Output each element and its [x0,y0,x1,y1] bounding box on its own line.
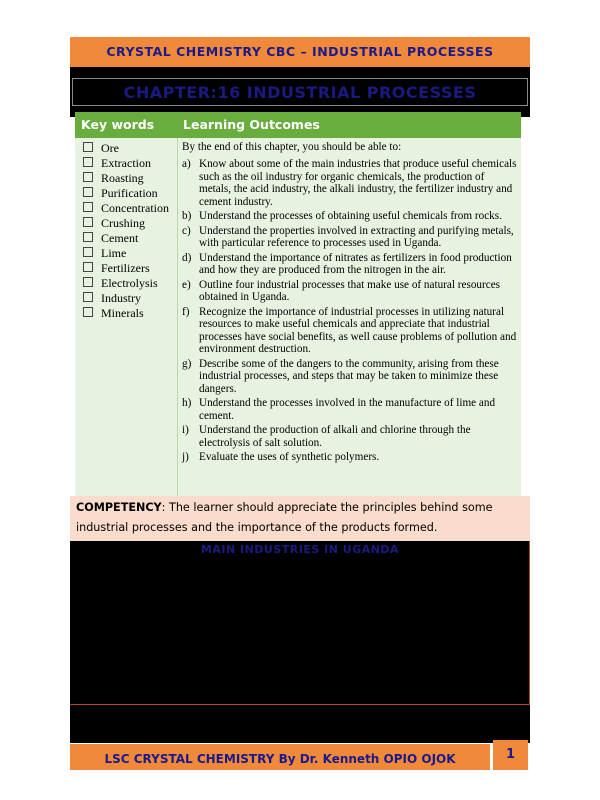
outcome-letter: a) [182,158,191,170]
learning-outcomes [182,141,518,466]
learning-outcomes-list [182,158,518,464]
outcome-letter: c) [182,224,191,237]
checkbox-icon [83,262,93,272]
outcome-letter: j) [182,451,189,464]
key-word-item [83,291,169,306]
key-word-item [83,261,169,276]
outcome-letter: d) [182,251,192,264]
key-word-item [83,276,169,291]
outcome-letter: f) [182,305,190,318]
checkbox-icon [83,277,93,287]
page-footer: LSC CRYSTAL CHEMISTRY By Dr. Kenneth OPIO OJOK [70,744,490,770]
outcome-text: Understand the production of alkali and chlorine through the electrolysis of salt solution. [199,424,471,449]
learning-outcome-item [182,397,518,422]
outcome-text: Describe some of the dangers to the community, arising from these industrial processes, and steps that may be taken to minimize these dangers. [199,357,499,395]
key-word-label: Extraction [101,156,151,170]
industries-section-background [70,541,530,743]
outcome-text: Outline four industrial processes that make use of natural resources obtained in Uganda. [199,278,501,304]
table-body [75,138,521,496]
competency-box [70,496,530,541]
learning-outcome-item [182,306,518,356]
learning-outcome-item [182,451,518,464]
key-word-item [83,306,169,321]
checkbox-icon [83,247,93,257]
competency-text: : The learner should appreciate the principles behind some industrial processes and the importance of the products formed. [76,501,493,534]
outcome-text: Evaluate the uses of synthetic polymers. [199,451,380,464]
outcome-text: Understand the processes involved in the manufacture of lime and cement. [199,397,496,422]
key-word-item [83,201,169,216]
outcome-text: Recognize the importance of industrial processes in utilizing natural resources to make useful chemicals and appreciate that industrial processes have social benefits, as well cause problems of pollution and environment destruction. [199,305,517,356]
chapter-title: CHAPTER:16 INDUSTRIAL PROCESSES [72,78,528,106]
key-word-label: Ore [101,141,119,155]
learning-outcome-item [182,358,518,396]
learning-outcome-item [182,424,518,449]
outcome-letter: e) [182,278,191,291]
outcome-letter: i) [182,424,189,437]
checkbox-icon [83,187,93,197]
outcome-letter: b) [182,210,192,223]
learning-outcomes-heading: Learning Outcomes [183,117,320,132]
column-divider [177,138,178,496]
table-header [75,112,521,138]
competency-label: COMPETENCY [76,501,162,514]
key-word-item [83,216,169,231]
key-word-item [83,246,169,261]
key-word-label: Lime [101,246,127,260]
key-word-item [83,141,169,156]
key-words-heading: Key words [81,117,155,132]
checkbox-icon [83,202,93,212]
key-word-label: Electrolysis [101,276,158,290]
section-border [529,541,530,705]
page-number: 1 [493,740,528,770]
learning-outcome-item [182,225,518,250]
learning-outcome-item [182,210,518,223]
key-word-label: Fertilizers [101,261,150,275]
key-word-label: Crushing [101,216,146,230]
key-word-label: Cement [101,231,139,245]
checkbox-icon [83,217,93,227]
checkbox-icon [83,142,93,152]
page-header: CRYSTAL CHEMISTRY CBC – INDUSTRIAL PROCESSES [70,37,530,67]
learning-outcomes-intro: By the end of this chapter, you should be able to: [182,141,402,153]
key-word-item [83,231,169,246]
checkbox-icon [83,157,93,167]
learning-outcome-item [182,279,518,304]
outcome-text: Know about some of the main industries that produce useful chemicals such as the oil industry for organic chemicals, the production of metals, the acid industry, the alkali industry, the fertilizer industry and cement industry. [199,158,517,208]
section-rule [70,704,529,705]
outcome-text: Understand the properties involved in extracting and purifying metals, with particular reference to processes used in Uganda. [199,224,514,250]
checkbox-icon [83,232,93,242]
outcome-text: Understand the processes of obtaining useful chemicals from rocks. [199,210,502,223]
key-word-item [83,171,169,186]
outcome-letter: h) [182,397,192,410]
key-word-item [83,156,169,171]
key-word-label: Concentration [101,201,169,215]
learning-outcome-item [182,158,518,208]
checkbox-icon [83,307,93,317]
section-title: MAIN INDUSTRIES IN UGANDA [200,543,400,556]
key-word-label: Purification [101,186,158,200]
outcome-text: Understand the importance of nitrates as fertilizers in food production and how they are produced from the nitrogen in the air. [199,251,512,277]
key-words-list [83,141,169,321]
key-word-label: Roasting [101,171,144,185]
key-word-label: Industry [101,291,141,305]
key-word-label: Minerals [101,306,144,320]
key-word-item [83,186,169,201]
outcome-letter: g) [182,357,192,370]
checkbox-icon [83,172,93,182]
learning-outcome-item [182,252,518,277]
checkbox-icon [83,292,93,302]
